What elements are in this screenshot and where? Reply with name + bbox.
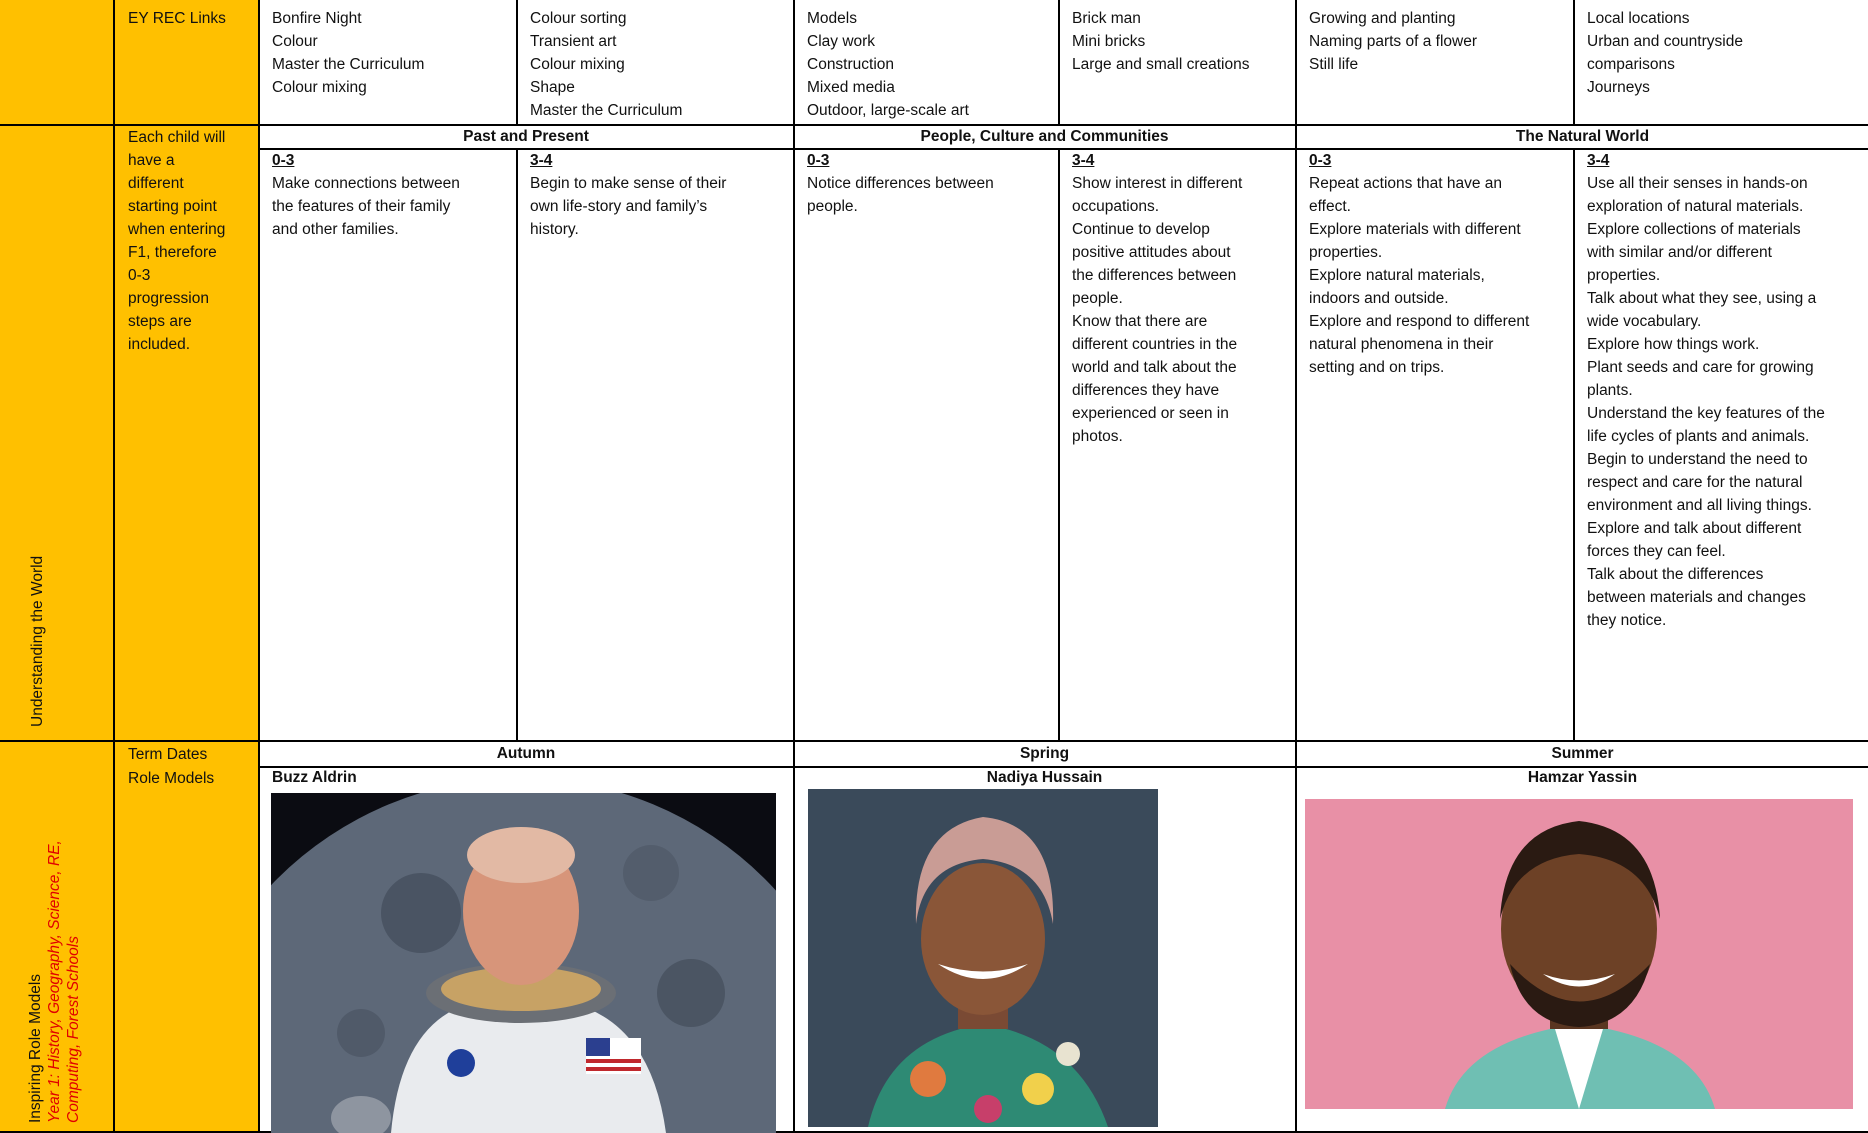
statement-line: effect. <box>1309 198 1351 215</box>
statement-line: forces they can feel. <box>1587 543 1726 560</box>
statement-line: with similar and/or different <box>1587 244 1772 261</box>
note-line: steps are <box>128 313 192 330</box>
statement-line: wide vocabulary. <box>1587 313 1702 330</box>
statement-line: differences they have <box>1072 382 1220 399</box>
statement-line: positive attitudes about <box>1072 244 1231 261</box>
progression-cell <box>795 150 1057 218</box>
statement-line: and other families. <box>272 221 399 238</box>
statement-line: Use all their senses in hands-on <box>1587 175 1808 192</box>
note-line: starting point <box>128 198 217 215</box>
ey-rec-item: Naming parts of a flower <box>1309 33 1477 50</box>
area-label-text: Understanding the World <box>29 555 46 727</box>
note-line: Each child will <box>128 129 226 146</box>
statement-line: respect and care for the natural <box>1587 474 1803 491</box>
ey-rec-item: Still life <box>1309 56 1359 73</box>
ey-rec-item: comparisons <box>1587 56 1675 73</box>
step-label: 0-3 <box>272 152 295 169</box>
ey-rec-item: Colour <box>272 33 318 50</box>
statement-line: Repeat actions that have an <box>1309 175 1503 192</box>
statement-line: Plant seeds and care for growing <box>1587 359 1814 376</box>
progression-cell <box>260 150 515 241</box>
statement-line: Explore collections of materials <box>1587 221 1801 238</box>
statement-line: properties. <box>1309 244 1383 261</box>
statement-line: Begin to make sense of their <box>530 175 727 192</box>
statement-line: the differences between <box>1072 267 1237 284</box>
role-model-photo-summer <box>1305 799 1853 1109</box>
ey-rec-item: Colour mixing <box>530 56 625 73</box>
ey-rec-item: Brick man <box>1072 10 1141 27</box>
role-model-name-summer: Hamzar Yassin <box>1527 769 1638 786</box>
ey-rec-item: Growing and planting <box>1309 10 1456 27</box>
role-model-name-autumn: Buzz Aldrin <box>272 769 357 786</box>
progression-cell <box>1060 150 1294 448</box>
statement-line: people. <box>807 198 858 215</box>
statement-line: Show interest in different <box>1072 175 1243 192</box>
role-model-name-spring: Nadiya Hussain <box>986 769 1103 786</box>
statement-line: Begin to understand the need to <box>1587 451 1808 468</box>
ey-rec-item: Clay work <box>807 33 876 50</box>
step-label: 0-3 <box>1309 152 1332 169</box>
astronaut-portrait-icon <box>271 793 776 1133</box>
hamzar-portrait-icon <box>1305 799 1853 1109</box>
strand-heading-natural-world: The Natural World <box>1515 128 1650 145</box>
statement-line: Notice differences between <box>807 175 994 192</box>
statement-line: history. <box>530 221 579 238</box>
progression-cell <box>1297 150 1572 379</box>
inspiring-subjects-line: Computing, Forest Schools <box>65 936 82 1123</box>
ey-rec-item: Colour sorting <box>530 10 627 27</box>
statement-line: different countries in the <box>1072 336 1238 353</box>
statement-line: Know that there are <box>1072 313 1208 330</box>
note-line: when entering <box>128 221 226 238</box>
step-label: 0-3 <box>807 152 830 169</box>
term-dates-label <box>114 743 258 766</box>
statement-line: Explore natural materials, <box>1309 267 1485 284</box>
progression-cell <box>1575 150 1868 632</box>
statement-line: Understand the key features of the <box>1587 405 1825 422</box>
note-line: have a <box>128 152 175 169</box>
term-dates-label-text: Term Dates <box>128 746 208 763</box>
ey-rec-column-5 <box>1297 7 1572 76</box>
role-models-label <box>114 767 258 790</box>
statement-line: occupations. <box>1072 198 1160 215</box>
ey-rec-column-2 <box>518 7 792 122</box>
ey-rec-label-text: EY REC Links <box>128 10 226 27</box>
statement-line: they notice. <box>1587 612 1667 629</box>
ey-rec-item: Outdoor, large-scale art <box>807 102 969 119</box>
ey-rec-item: Master the Curriculum <box>272 56 425 73</box>
inspiring-title: Inspiring Role Models <box>27 973 44 1123</box>
statement-line: Talk about the differences <box>1587 566 1764 583</box>
statement-line: properties. <box>1587 267 1661 284</box>
term-summer: Summer <box>1551 745 1614 762</box>
note-line: F1, therefore <box>128 244 217 261</box>
ey-rec-links-label <box>114 7 258 30</box>
step-label: 3-4 <box>1072 152 1095 169</box>
statement-line: environment and all living things. <box>1587 497 1812 514</box>
inspiring-subjects-line: Year 1: History, Geography, Science, RE, <box>46 840 63 1123</box>
term-spring: Spring <box>1019 745 1070 762</box>
statement-line: Explore and talk about different <box>1587 520 1802 537</box>
statement-line: exploration of natural materials. <box>1587 198 1804 215</box>
role-models-label-text: Role Models <box>128 770 215 787</box>
statement-line: life cycles of plants and animals. <box>1587 428 1810 445</box>
ey-rec-item: Transient art <box>530 33 617 50</box>
statement-line: Explore materials with different <box>1309 221 1521 238</box>
ey-rec-item: Large and small creations <box>1072 56 1250 73</box>
note-line: progression <box>128 290 209 307</box>
ey-rec-item: Mixed media <box>807 79 895 96</box>
statement-line: between materials and changes <box>1587 589 1806 606</box>
ey-rec-item: Mini bricks <box>1072 33 1146 50</box>
statement-line: Continue to develop <box>1072 221 1210 238</box>
ey-rec-column-4 <box>1060 7 1294 76</box>
ey-rec-item: Colour mixing <box>272 79 367 96</box>
role-model-photo-autumn <box>271 793 776 1133</box>
statement-line: setting and on trips. <box>1309 359 1445 376</box>
ey-rec-item: Shape <box>530 79 575 96</box>
step-label: 3-4 <box>530 152 553 169</box>
nadiya-portrait-icon <box>808 789 1158 1127</box>
statement-line: plants. <box>1587 382 1633 399</box>
ey-rec-column-3 <box>795 7 1057 122</box>
ey-rec-item: Bonfire Night <box>272 10 362 27</box>
ey-rec-item: Construction <box>807 56 895 73</box>
note-line: 0-3 <box>128 267 151 284</box>
statement-line: Make connections between <box>272 175 460 192</box>
area-label-inspiring <box>26 840 83 1123</box>
statement-line: Talk about what they see, using a <box>1587 290 1817 307</box>
step-label: 3-4 <box>1587 152 1610 169</box>
statement-line: natural phenomena in their <box>1309 336 1494 353</box>
strand-heading-past-present: Past and Present <box>463 128 589 145</box>
statement-line: the features of their family <box>272 198 451 215</box>
statement-line: Explore and respond to different <box>1309 313 1530 330</box>
statement-line: indoors and outside. <box>1309 290 1449 307</box>
row-divider <box>0 740 1868 742</box>
strand-heading-people-culture: People, Culture and Communities <box>920 128 1169 145</box>
ey-rec-item: Local locations <box>1587 10 1690 27</box>
ey-rec-column-6 <box>1575 7 1868 99</box>
area-label-understanding <box>28 556 48 727</box>
statement-line: photos. <box>1072 428 1123 445</box>
statement-line: experienced or seen in <box>1072 405 1229 422</box>
role-model-photo-spring <box>808 789 1158 1127</box>
statement-line: Explore how things work. <box>1587 336 1760 353</box>
statement-line: own life-story and family’s <box>530 198 708 215</box>
note-line: included. <box>128 336 191 353</box>
ey-rec-item: Master the Curriculum <box>530 102 683 119</box>
progression-cell <box>518 150 792 241</box>
ey-rec-column-1 <box>260 7 515 99</box>
starting-point-note <box>114 126 258 356</box>
note-line: different <box>128 175 184 192</box>
statement-line: world and talk about the <box>1072 359 1237 376</box>
term-autumn: Autumn <box>496 745 556 762</box>
ey-rec-item: Models <box>807 10 857 27</box>
statement-line: people. <box>1072 290 1123 307</box>
ey-rec-item: Urban and countryside <box>1587 33 1743 50</box>
ey-rec-item: Journeys <box>1587 79 1650 96</box>
